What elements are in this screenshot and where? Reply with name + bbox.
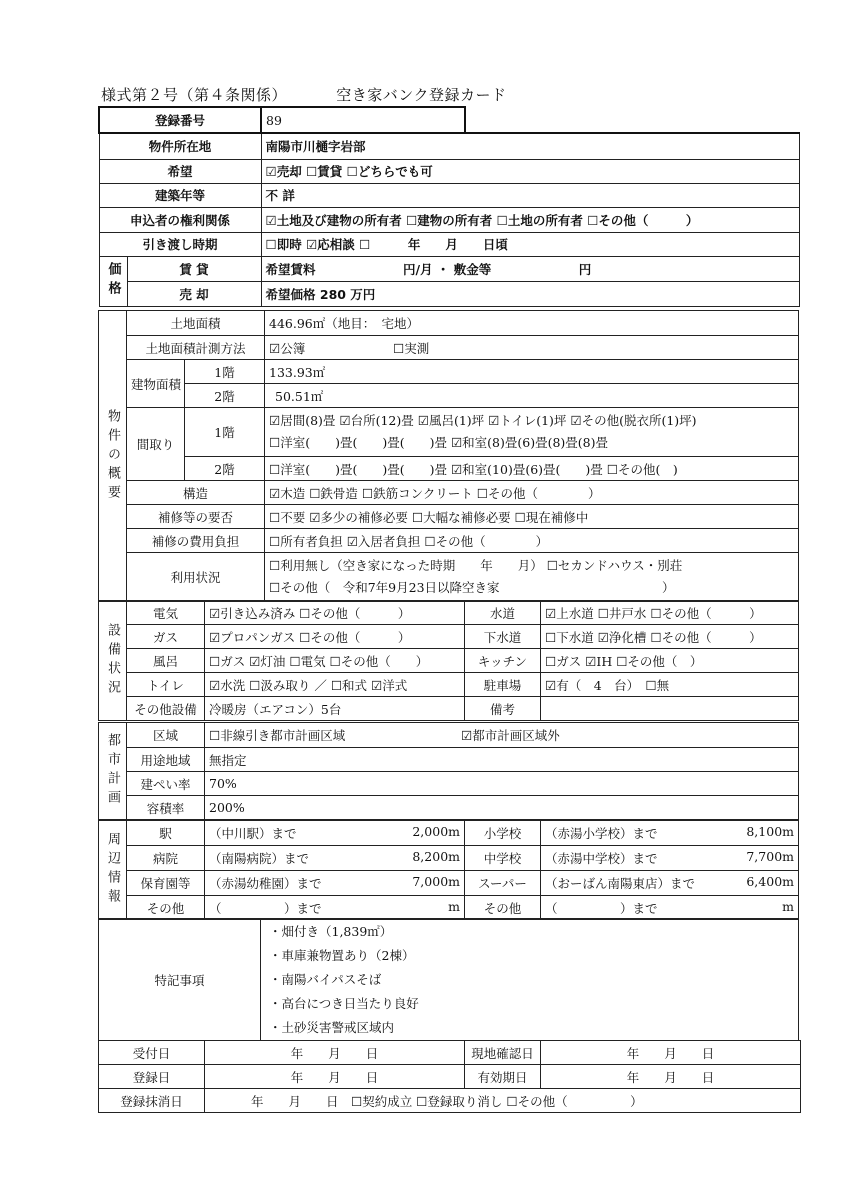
city-label: 都市計画	[99, 723, 127, 820]
reg-no-label: 登録番号	[99, 107, 261, 133]
surrounding-place: （ ）まで	[545, 900, 658, 916]
area-option-b: ☑都市計画区域外	[461, 728, 560, 743]
surrounding-distance: 8,200m	[412, 849, 460, 864]
wish-value: ☑売却 ☐賃貸 ☐どちらでも可	[261, 159, 799, 183]
area-label: 区域	[127, 723, 205, 748]
price-label: 価格	[99, 256, 127, 306]
electric-value: ☑引き込み済み ☐その他（ ）	[205, 601, 465, 625]
kitchen-value: ☐ガス ☑IH ☐その他（ ）	[541, 649, 799, 673]
notes-label: 特記事項	[99, 919, 261, 1041]
form-number: 様式第２号（第４条関係）	[101, 86, 288, 104]
note-item: ・畑付き（1,839㎡）	[269, 923, 393, 939]
handover-label: 引き渡し時期	[99, 232, 261, 256]
site-check-value: 年 月 日	[541, 1041, 801, 1065]
surrounding-place: （赤湯幼稚園）まで	[209, 876, 322, 891]
structure-value: ☑木造 ☐鉄骨造 ☐鉄筋コンクリート ☐その他（ ）	[265, 481, 799, 505]
note-item: ・南陽バイパスそば	[269, 971, 382, 987]
surrounding-label: その他	[465, 896, 541, 920]
bldg-floor2-label: 2階	[185, 384, 265, 408]
rights-label: 申込者の権利関係	[99, 207, 261, 232]
surrounding-label: 駅	[127, 821, 205, 846]
sewer-label: 下水道	[465, 625, 541, 649]
repair-value: ☐不要 ☑多少の補修必要 ☐大幅な補修必要 ☐現在補修中	[265, 505, 799, 529]
measure-actual: ☐実測	[393, 340, 430, 356]
expiry-value: 年 月 日	[541, 1065, 801, 1089]
surrounding-label: スーパー	[465, 871, 541, 896]
other-facilities-label: その他設備	[127, 697, 205, 721]
bath-label: 風呂	[127, 649, 205, 673]
wish-label: 希望	[99, 159, 261, 183]
measure-label: 土地面積計測方法	[127, 336, 265, 360]
surrounding-distance: m	[782, 898, 794, 914]
bldg-floor1-area: 133.93㎡	[265, 360, 799, 384]
layout-floor1-line1: ☑居間(8)畳 ☑台所(12)畳 ☑風呂(1)坪 ☑トイレ(1)坪 ☑その他(脱衣所(1)坪)	[269, 413, 697, 428]
surrounding-place: （ ）まで	[209, 900, 322, 916]
remarks-value	[541, 697, 799, 721]
kitchen-label: キッチン	[465, 649, 541, 673]
note-item: ・土砂災害警戒区域内	[269, 1019, 395, 1035]
surrounding-distance: 7,000m	[412, 874, 460, 889]
coverage-label: 建ぺい率	[127, 772, 205, 796]
layout-floor1-label: 1階	[185, 408, 265, 457]
surroundings-table	[98, 820, 799, 920]
basic-info-table	[98, 106, 800, 307]
surrounding-place: （赤湯中学校）まで	[545, 851, 658, 866]
sale-value: 希望価格 280 万円	[261, 281, 799, 306]
rent-value: 希望賃料 円/月 ・ 敷金等 円	[261, 256, 799, 281]
sale-label: 売 却	[127, 281, 261, 306]
city-planning-table	[98, 722, 799, 820]
gas-value: ☑プロパンガス ☐その他（ ）	[205, 625, 465, 649]
surrounding-distance: 6,400m	[746, 874, 794, 889]
water-label: 水道	[465, 601, 541, 625]
surrounding-place: （南陽病院）まで	[209, 851, 310, 866]
note-item: ・高台につき日当たり良好	[269, 995, 419, 1011]
surrounding-place: （赤湯小学校）まで	[545, 826, 658, 841]
surrounding-name	[541, 821, 799, 846]
parking-value: ☑有（ 4 台） ☐無	[541, 673, 799, 697]
registered-label: 登録日	[99, 1065, 205, 1089]
surrounding-place: （おーばん南陽東店）まで	[545, 876, 696, 891]
handover-value: ☐即時 ☑応相談 ☐ 年 月 日頃	[261, 232, 799, 256]
zone-value: 無指定	[205, 748, 799, 772]
surrounding-label: 保育園等	[127, 871, 205, 896]
surrounding-label: 病院	[127, 846, 205, 871]
overview-label: 物件の概要	[99, 311, 127, 602]
bldg-floor2-area: 50.51㎡	[265, 384, 799, 408]
location-label: 物件所在地	[99, 133, 261, 159]
land-area-label: 土地面積	[127, 311, 265, 336]
registered-value: 年 月 日	[205, 1065, 465, 1089]
surrounding-name	[541, 871, 799, 896]
measure-value	[265, 336, 799, 360]
received-value: 年 月 日	[205, 1041, 465, 1065]
admin-table	[98, 1040, 801, 1113]
zone-label: 用途地域	[127, 748, 205, 772]
surrounding-distance: m	[448, 898, 460, 914]
repair-cost-value: ☐所有者負担 ☑入居者負担 ☐その他（ ）	[265, 529, 799, 553]
land-area-value: 446.96㎡（地目： 宅地）	[265, 311, 799, 336]
toilet-label: トイレ	[127, 673, 205, 697]
sewer-value: ☐下水道 ☑浄化槽 ☐その他（ ）	[541, 625, 799, 649]
reg-no-value: 89	[261, 107, 465, 133]
measure-official: ☑公簿	[269, 340, 306, 356]
surrounding-label: 中学校	[465, 846, 541, 871]
other-facilities-value: 冷暖房（エアコン）5台	[205, 697, 465, 721]
surrounding-name	[205, 871, 465, 896]
notes-table	[98, 918, 799, 1041]
facilities-label: 設備状況	[99, 601, 127, 721]
parking-label: 駐車場	[465, 673, 541, 697]
area-option-a: ☐非線引き都市計画区域	[209, 728, 346, 743]
toilet-value: ☑水洗 ☐汲み取り ／ ☐和式 ☑洋式	[205, 673, 465, 697]
bath-value: ☐ガス ☑灯油 ☐電気 ☐その他（ ）	[205, 649, 465, 673]
deregistered-label: 登録抹消日	[99, 1089, 205, 1113]
rights-value: ☑土地及び建物の所有者 ☐建物の所有者 ☐土地の所有者 ☐その他（ ）	[261, 207, 799, 232]
electric-label: 電気	[127, 601, 205, 625]
site-check-label: 現地確認日	[465, 1041, 541, 1065]
far-label: 容積率	[127, 796, 205, 820]
location-value: 南陽市川樋字岩部	[261, 133, 799, 159]
surrounding-place: （中川駅）まで	[209, 826, 297, 841]
far-value: 200%	[205, 796, 799, 820]
usage-line2: ☐その他（ 令和7年9月23日以降空き家 ）	[269, 580, 675, 595]
overview-table	[98, 310, 799, 602]
built-label: 建築年等	[99, 183, 261, 207]
usage-line1: ☐利用無し（空き家になった時期 年 月） ☐セカンドハウス・別荘	[269, 558, 683, 573]
facilities-table	[98, 600, 799, 721]
layout-floor2: ☐洋室( )畳( )畳( )畳 ☑和室(10)畳(6)畳( )畳 ☐その他( )	[265, 457, 799, 481]
surrounding-name	[205, 896, 465, 920]
usage-value	[265, 553, 799, 602]
remarks-label: 備考	[465, 697, 541, 721]
surrounding-name	[205, 846, 465, 871]
form-title: 空き家バンク登録カード	[336, 86, 507, 104]
note-item: ・車庫兼物置あり（2棟）	[269, 947, 415, 963]
built-value: 不 詳	[261, 183, 799, 207]
surrounding-distance: 8,100m	[746, 824, 794, 839]
received-label: 受付日	[99, 1041, 205, 1065]
layout-floor1	[265, 408, 799, 457]
bldg-area-label: 建物面積	[127, 360, 185, 408]
surrounding-label: その他	[127, 896, 205, 920]
expiry-label: 有効期日	[465, 1065, 541, 1089]
deregistered-value: 年 月 日 ☐契約成立 ☐登録取り消し ☐その他（ ）	[205, 1089, 801, 1113]
surrounding-name	[541, 896, 799, 920]
surroundings-label: 周辺情報	[99, 821, 127, 920]
layout-floor1-line2: ☐洋室( )畳( )畳( )畳 ☑和室(8)畳(6)畳(8)畳(8)畳	[269, 435, 608, 450]
layout-label: 間取り	[127, 408, 185, 481]
usage-label: 利用状況	[127, 553, 265, 602]
rent-label: 賃 貸	[127, 256, 261, 281]
surrounding-distance: 7,700m	[746, 849, 794, 864]
repair-label: 補修等の要否	[127, 505, 265, 529]
layout-floor2-label: 2階	[185, 457, 265, 481]
surrounding-name	[205, 821, 465, 846]
repair-cost-label: 補修の費用負担	[127, 529, 265, 553]
surrounding-distance: 2,000m	[412, 824, 460, 839]
surrounding-name	[541, 846, 799, 871]
water-value: ☑上水道 ☐井戸水 ☐その他（ ）	[541, 601, 799, 625]
gas-label: ガス	[127, 625, 205, 649]
structure-label: 構造	[127, 481, 265, 505]
surrounding-label: 小学校	[465, 821, 541, 846]
coverage-value: 70%	[205, 772, 799, 796]
area-value	[205, 723, 799, 748]
notes-list	[261, 919, 799, 1041]
bldg-floor1-label: 1階	[185, 360, 265, 384]
form-header	[101, 84, 551, 105]
